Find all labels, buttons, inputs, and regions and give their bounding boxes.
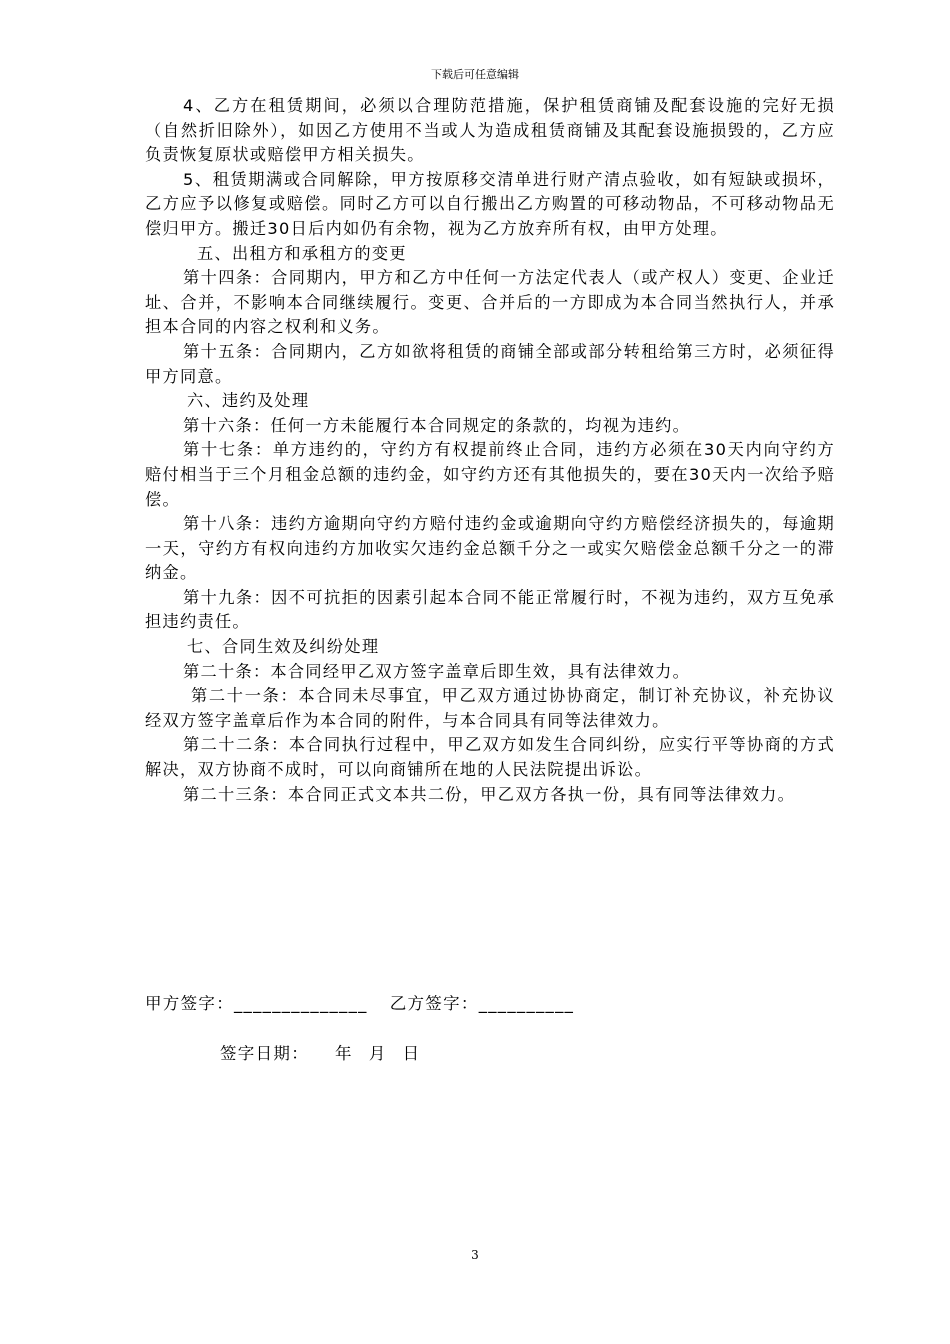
page-number: 3 xyxy=(471,1248,479,1262)
section-heading-7: 七、合同生效及纠纷处理 xyxy=(187,637,380,657)
sign-date-line xyxy=(220,1040,420,1064)
section-heading-5: 五、出租方和承租方的变更 xyxy=(197,243,407,263)
party-b-signature: 乙方签字：__________ xyxy=(389,994,575,1013)
article-21: 第二十一条：本合同未尽事宜，甲乙双方通过协协商定，制订补充协议，补充协议经双方签字盖章后作为本合同的附件，与本合同具有同等法律效力。 xyxy=(145,686,835,730)
article-20: 第二十条：本合同经甲乙双方签字盖章后即生效，具有法律效力。 xyxy=(183,661,691,681)
clause-4: 4、乙方在租赁期间，必须以合理防范措施，保护租赁商铺及配套设施的完好无损（自然折旧除外），如因乙方使用不当或人为造成租赁商铺及其配套设施损毁的，乙方应负责恢复原状或赔偿甲方相关损失。 xyxy=(145,96,835,165)
signature-line xyxy=(145,990,574,1014)
date-day: 日 xyxy=(402,1044,421,1063)
page-header: 下载后可任意编辑 xyxy=(431,68,519,81)
article-18: 第十八条：违约方逾期向守约方赔付违约金或逾期向守约方赔偿经济损失的，每逾期一天，守约方有权向违约方加收实欠违约金总额千分之一或实欠赔偿金总额千分之一的滞纳金。 xyxy=(145,514,835,583)
date-year: 年 xyxy=(335,1044,353,1063)
article-17: 第十七条：单方违约的，守约方有权提前终止合同，违约方必须在30天内向守约方赔付相当于三个月租金总额的违约金，如守约方还有其他损失的，要在30天内一次给予赔偿。 xyxy=(145,440,835,509)
article-16: 第十六条：任何一方未能履行本合同规定的条款的，均视为违约。 xyxy=(183,415,691,435)
date-month: 月 xyxy=(368,1044,387,1063)
article-14: 第十四条：合同期内，甲方和乙方中任何一方法定代表人（或产权人）变更、企业迁址、合并，不影响本合同继续履行。变更、合并后的一方即成为本合同当然执行人，并承担本合同的内容之权利和义务。 xyxy=(145,268,835,337)
article-19: 第十九条：因不可抗拒的因素引起本合同不能正常履行时，不视为违约，双方互免承担违约责任。 xyxy=(145,587,835,632)
article-22: 第二十二条：本合同执行过程中，甲乙双方如发生合同纠纷，应实行平等协商的方式解决，双方协商不成时，可以向商铺所在地的人民法院提出诉讼。 xyxy=(145,735,835,780)
article-15: 第十五条：合同期内，乙方如欲将租赁的商铺全部或部分转租给第三方时，必须征得甲方同意。 xyxy=(145,341,835,386)
article-23: 第二十三条：本合同正式文本共二份，甲乙双方各执一份，具有同等法律效力。 xyxy=(183,784,796,804)
section-heading-6: 六、违约及处理 xyxy=(187,391,310,411)
clause-5: 5、租赁期满或合同解除，甲方按原移交清单进行财产清点验收，如有短缺或损坏，乙方应予以修复或赔偿。同时乙方可以自行搬出乙方购置的可移动物品，不可移动物品无偿归甲方。搬迁30日后内如仍有余物，视为乙方放弃所有权，由甲方处理。 xyxy=(145,169,835,238)
party-a-signature: 甲方签字：______________ xyxy=(145,994,368,1013)
sign-date-label: 签字日期： xyxy=(220,1044,309,1063)
contract-body xyxy=(145,94,835,807)
